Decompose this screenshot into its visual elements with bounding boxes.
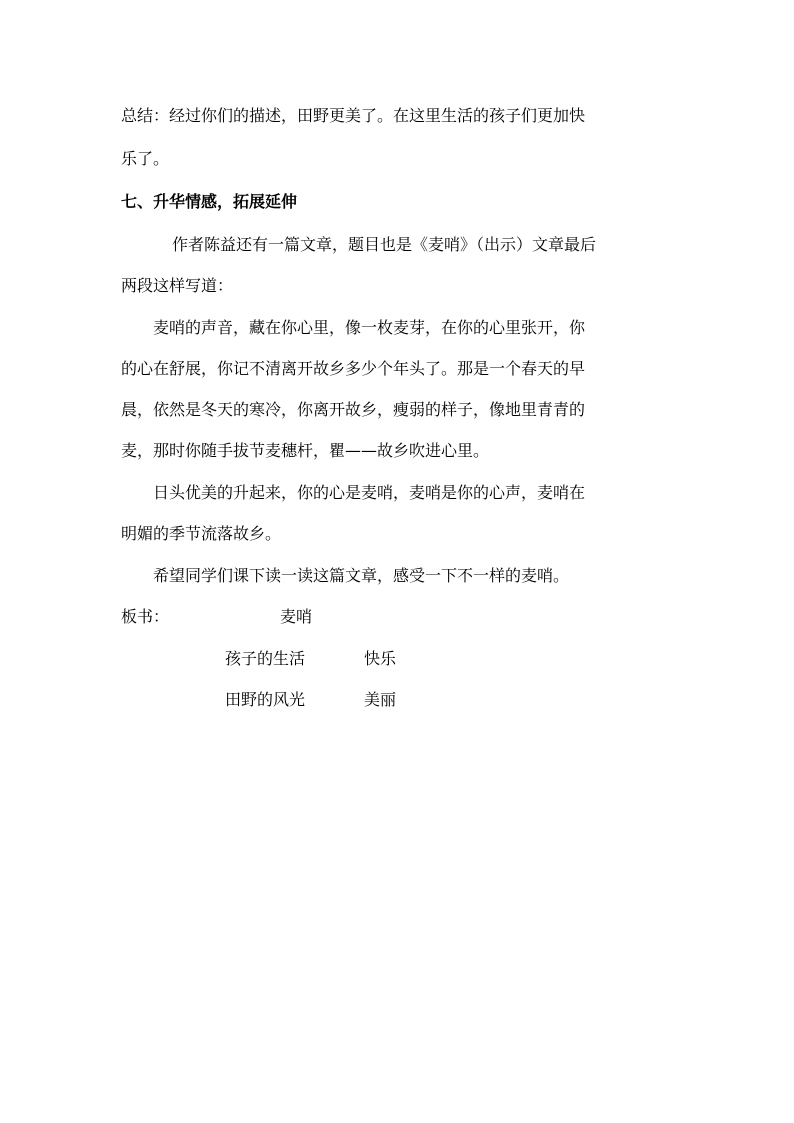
summary-text-line: 乐了。: [121, 149, 170, 168]
board-row-left: 孩子的生活: [225, 649, 306, 668]
intro-text-line: 两段这样写道：: [121, 276, 234, 295]
board-title: 麦哨: [280, 607, 313, 626]
board-label: 板书：: [121, 607, 170, 626]
quote-paragraph-line: 晨，依然是冬天的寒冷，你离开故乡，瘦弱的样子，像地里青青的: [121, 400, 586, 419]
section-heading: 七、升华情感，拓展延伸: [121, 192, 298, 211]
quote-paragraph-line: 麦哨的声音，藏在你心里，像一枚麦芽，在你的心里张开，你: [153, 318, 586, 337]
quote-paragraph-line: 日头优美的升起来，你的心是麦哨，麦哨是你的心声，麦哨在: [153, 483, 586, 502]
board-row-left: 田野的风光: [225, 690, 306, 709]
summary-text-line: 总结：经过你们的描述，田野更美了。在这里生活的孩子们更加快: [121, 106, 586, 125]
intro-text-line: 作者陈益还有一篇文章，题目也是《麦哨》（出示）文章最后: [172, 235, 597, 254]
quote-paragraph-line: 明媚的季节流落故乡。: [121, 524, 282, 543]
board-row-right: 美丽: [364, 690, 397, 709]
closing-text: 希望同学们课下读一读这篇文章，感受一下不一样的麦哨。: [153, 566, 570, 585]
board-row-right: 快乐: [364, 649, 397, 668]
quote-paragraph-line: 麦，那时你随手拔节麦穗杆，瞿——故乡吹进心里。: [121, 441, 490, 460]
quote-paragraph-line: 的心在舒展，你记不清离开故乡多少个年头了。那是一个春天的早: [121, 359, 586, 378]
